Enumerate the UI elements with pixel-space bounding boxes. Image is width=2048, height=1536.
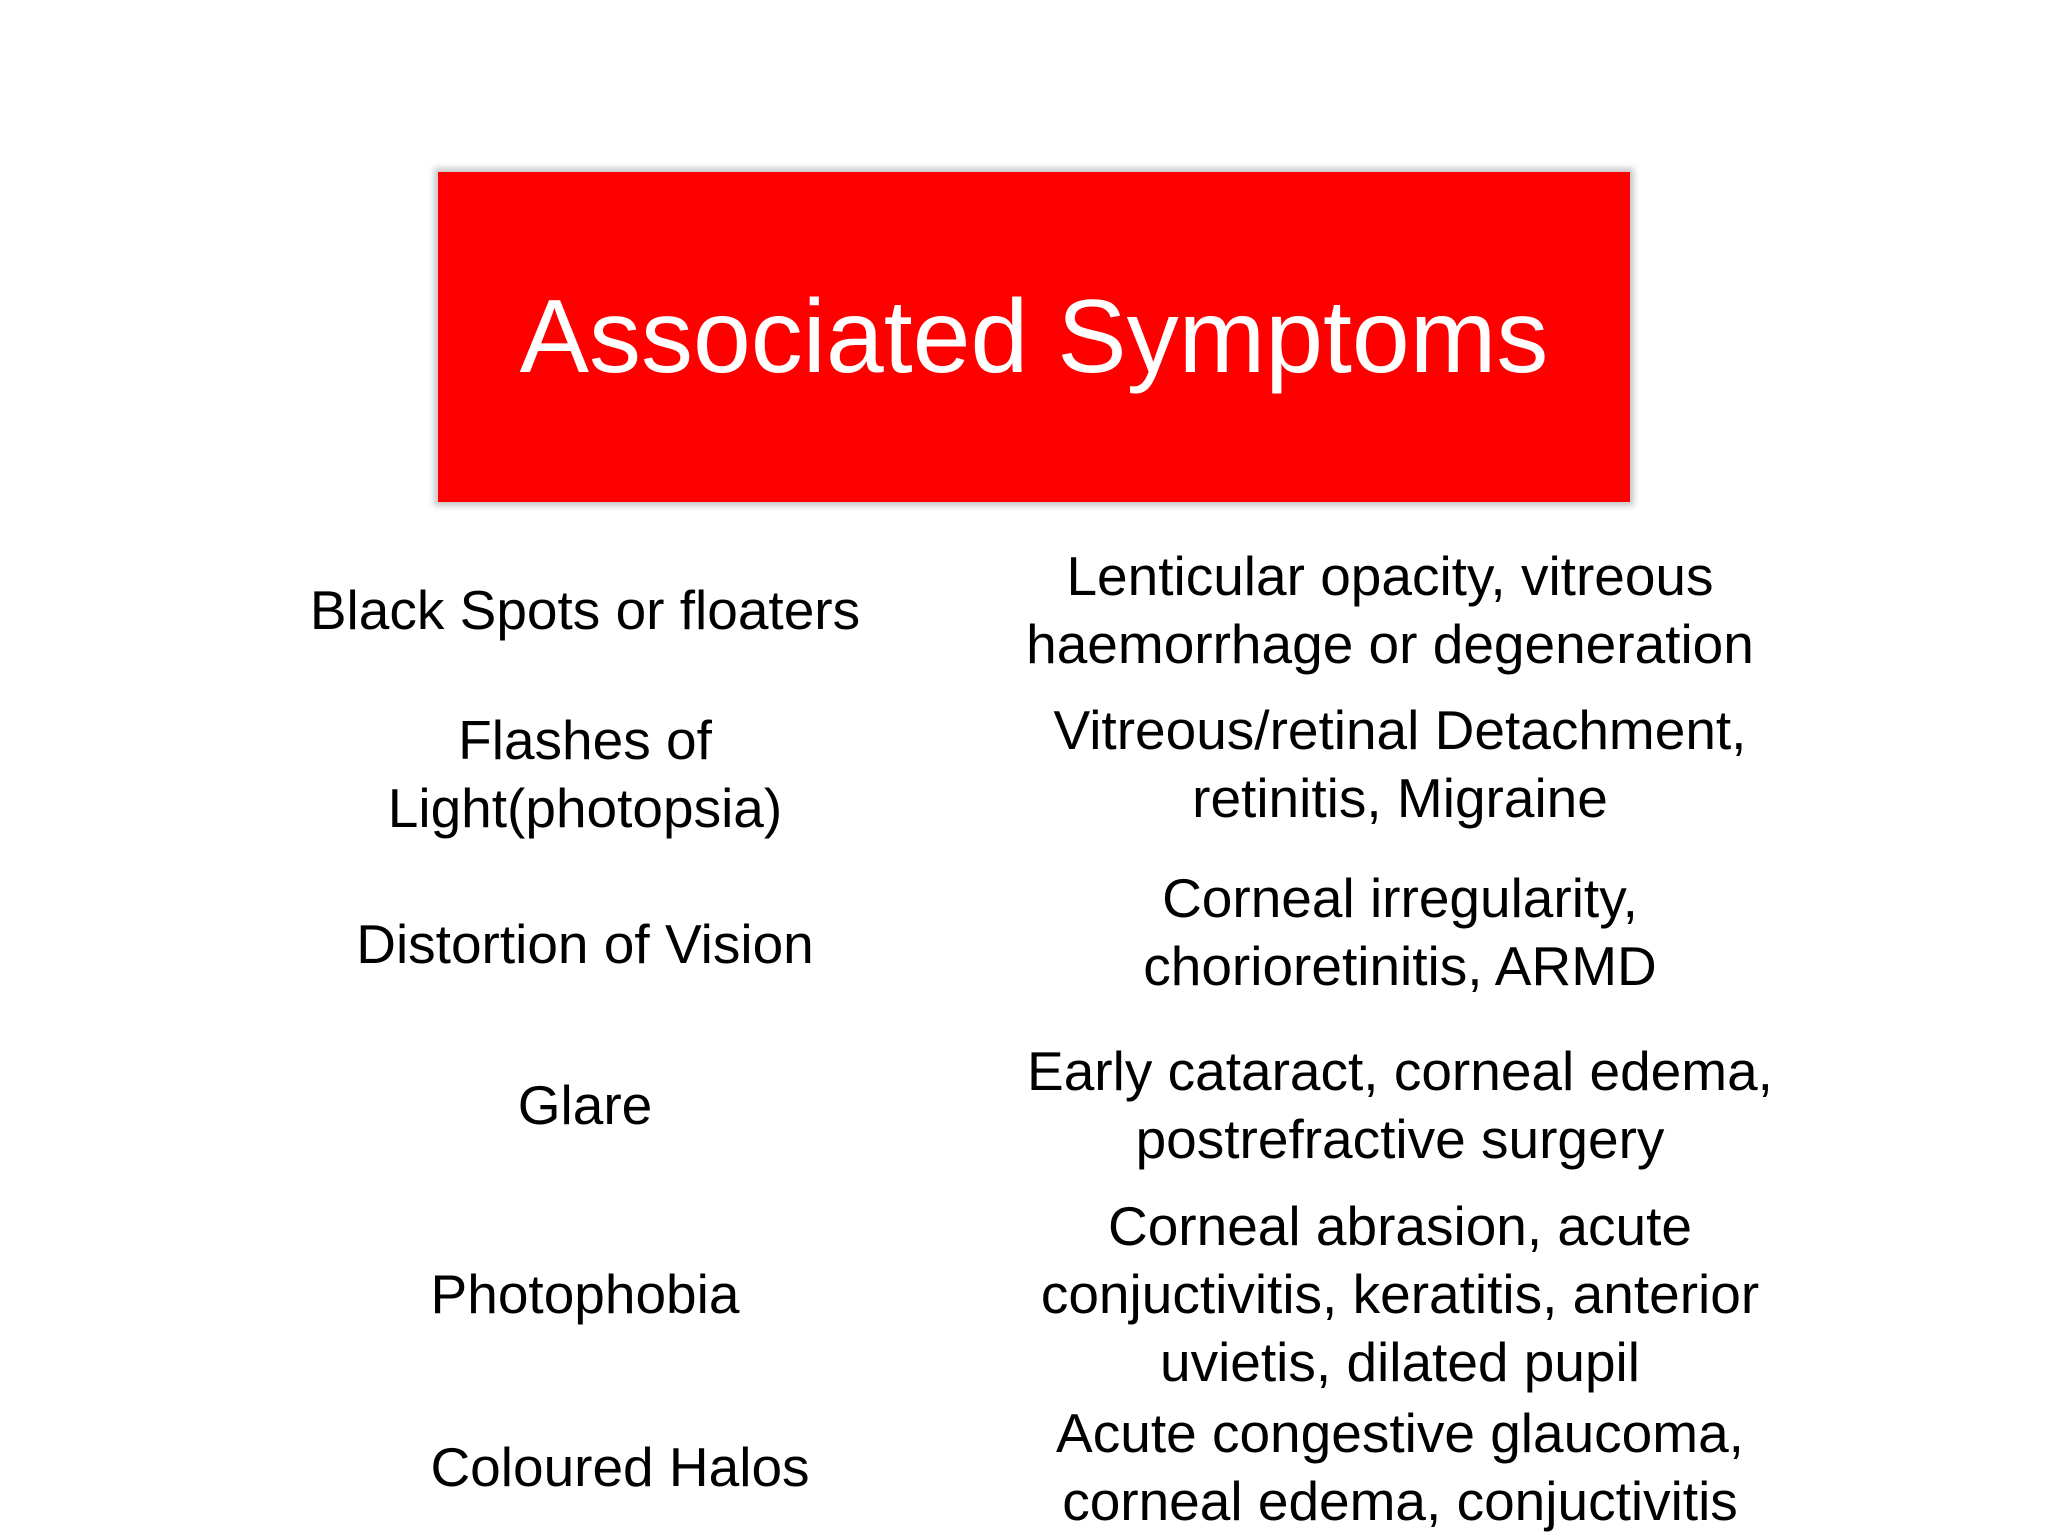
- cause-text: [960, 690, 1840, 838]
- symptom-label: [270, 1398, 970, 1536]
- cause-line: chorioretinitis, ARMD: [1143, 935, 1657, 997]
- symptom-line: Light(photopsia): [387, 777, 783, 839]
- symptom-row: [0, 1188, 2048, 1400]
- cause-text: [960, 1398, 1840, 1536]
- cause-line: haemorrhage or degeneration: [1026, 613, 1754, 675]
- symptom-label: [235, 1188, 935, 1400]
- symptom-label: [235, 874, 935, 1014]
- symptom-row: [0, 1398, 2048, 1536]
- cause-line: retinitis, Migraine: [1192, 767, 1608, 829]
- symptom-label: [235, 700, 935, 848]
- cause-line: corneal edema, conjuctivitis: [1062, 1470, 1738, 1532]
- symptom-line: Glare: [517, 1074, 653, 1136]
- cause-line: Lenticular opacity, vitreous: [1066, 545, 1714, 607]
- symptom-line: Photophobia: [430, 1263, 740, 1325]
- cause-line: Early cataract, corneal edema,: [1027, 1040, 1773, 1102]
- cause-line: Corneal abrasion, acute: [1108, 1195, 1692, 1257]
- symptom-label: [235, 540, 935, 680]
- cause-text: [960, 1188, 1840, 1400]
- title-banner: [438, 172, 1630, 502]
- cause-line: Acute congestive glaucoma,: [1056, 1402, 1744, 1464]
- symptom-label: [235, 1030, 935, 1180]
- cause-text: [960, 862, 1840, 1002]
- symptom-row: [0, 540, 2048, 680]
- cause-text: [960, 1030, 1840, 1180]
- symptom-line: Flashes of: [458, 709, 712, 771]
- symptom-row: [0, 1030, 2048, 1180]
- symptom-row: [0, 700, 2048, 848]
- symptom-line: Distortion of Vision: [356, 913, 814, 975]
- cause-line: Vitreous/retinal Detachment,: [1053, 699, 1747, 761]
- symptom-line: Coloured Halos: [430, 1436, 810, 1498]
- symptom-line: Black Spots or floaters: [309, 579, 861, 641]
- cause-line: postrefractive surgery: [1135, 1108, 1665, 1170]
- slide-title: Associated Symptoms: [519, 279, 1549, 395]
- cause-line: uvietis, dilated pupil: [1159, 1331, 1640, 1393]
- symptom-row: [0, 862, 2048, 1002]
- cause-line: Corneal irregularity,: [1162, 867, 1638, 929]
- cause-text: [960, 540, 1820, 680]
- cause-line: conjuctivitis, keratitis, anterior: [1040, 1263, 1760, 1325]
